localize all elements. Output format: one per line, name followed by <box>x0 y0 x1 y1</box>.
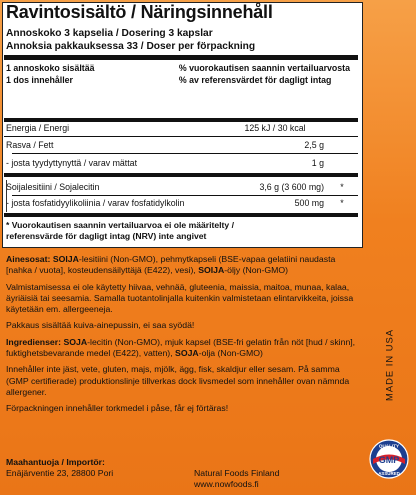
ingredients-label-sv: Ingredienser: <box>6 336 62 347</box>
website-link: www.nowfoods.fi <box>194 479 259 489</box>
nutrient-amount: 3,6 g (3 600 mg) <box>259 182 324 192</box>
amount-per-serving-fi: 1 annoskoko sisältää <box>6 63 95 73</box>
allergen-soy: SOIJA <box>52 254 79 264</box>
daily-value-footnote <box>6 220 356 242</box>
nutrient-name: - josta fosfatidyylikoliinia / varav fosfatidylkolin <box>6 198 185 208</box>
made-in-usa-text <box>379 300 399 430</box>
divider-thin <box>12 153 358 154</box>
nutrient-row-energy <box>6 120 356 136</box>
divider-thick <box>4 213 358 217</box>
nutrient-amount: 500 mg <box>294 198 324 208</box>
serving-info <box>6 27 358 53</box>
manufacturing-note-sv: Innehåller inte jäst, vete, gluten, majs, mjölk, ägg, fisk, skaldjur eller sesam. På samma (GMP certifierade) produktionslinje tillverkas dock livsmedel som innehåller ovan nämnda allergener. <box>6 364 350 397</box>
divider-thick <box>4 173 358 177</box>
allergen-soy: SOIJA <box>198 265 225 276</box>
footnote-sv: referensvärde för dagligt intag (NRV) inte angivet <box>6 231 207 241</box>
nutrient-name: Rasva / Fett <box>6 140 54 150</box>
footnote-fi: * Vuorokautisen saannin vertailuarvoa ei ole määritelty / <box>6 220 234 230</box>
seal-mid-text: GMP <box>378 455 400 465</box>
nutrient-row-soy-lecithin <box>6 179 356 195</box>
seal-top-text: QUALITY <box>378 443 400 449</box>
seal-bottom-text: ASSURED <box>378 471 400 476</box>
product-description <box>6 254 362 420</box>
desiccant-warning-sv: Förpackningen innehåller torkmedel i påse, får ej förtäras! <box>6 403 229 414</box>
nutrient-amount: 125 kJ / 30 kcal <box>244 123 306 133</box>
desiccant-warning-fi: Pakkaus sisältää kuiva-ainepussin, ei saa syödä! <box>6 320 195 331</box>
ingredients-text: -öljy (Non-GMO) <box>224 265 288 276</box>
nutrient-amount: 2,5 g <box>304 140 324 150</box>
ingredients-fi <box>6 254 362 277</box>
nutrient-name: Soijalesitiini / Sojalecitin <box>6 182 100 192</box>
nutrient-daily-value: * <box>340 182 344 192</box>
ingredients-text: -lecitin (Non-GMO), mjuk kapsel (BSE-fri gelatin från nöt [hud / skinn], fuktighetsbevarande medel (E422), vatten), <box>6 336 356 359</box>
ingredients-text: -olja (Non-GMO) <box>198 348 263 359</box>
allergen-soy: SOJA <box>63 336 88 347</box>
ingredients-text: -lesitiini (Non-GMO), pehmytkapseli (BSE-vapaa gelatiini naudasta [nahka / vuota], kosteudensäilyttäjä (E422), vesi), <box>6 254 336 276</box>
servings-per-container: Annoksia pakkauksessa 33 / Doser per förpackning <box>6 41 256 52</box>
company-name: Natural Foods Finland <box>194 468 280 478</box>
nutrition-title: Ravintosisältö / Näringsinnehåll <box>6 2 273 22</box>
nutrient-row-saturated-fat <box>6 155 356 171</box>
ingredients-sv <box>6 337 362 360</box>
nutrient-name: - josta tyydyttynyttä / varav mättat <box>6 158 138 168</box>
nutrient-row-phosphatidylcholine <box>6 195 356 211</box>
allergen-soy: SOJA <box>175 348 199 359</box>
gmp-quality-seal-icon <box>369 439 409 479</box>
row-group-bracket <box>6 180 7 212</box>
nutrient-amount: 1 g <box>311 158 324 168</box>
nutrient-name: Energia / Energi <box>6 123 70 133</box>
daily-value-header-sv: % av referensvärdet för dagligt intag <box>178 75 332 85</box>
importer-label: Maahantuoja / Importör: <box>6 457 105 467</box>
ingredients-label-fi: Ainesosat: <box>6 254 51 264</box>
nutrient-row-fat <box>6 137 356 153</box>
amount-per-serving-sv: 1 dos innehåller <box>6 75 73 85</box>
importer-address: Enäjärventie 23, 28800 Pori <box>6 468 114 478</box>
nutrient-daily-value: * <box>340 198 344 208</box>
manufacturing-note-fi: Valmistamisessa ei ole käytetty hiivaa, vehnää, gluteenia, maissia, maitoa, munaa, kalaa, äyriäisiä tai seesamia. Samalla tuotantolinjalla kuitenkin valmistetaan elintarvikkeita, joissa käytetään em. allergeeneja. <box>6 281 354 315</box>
serving-size: Annoskoko 3 kapselia / Dosering 3 kapslar <box>6 28 213 39</box>
made-in-label: MADE IN USA <box>383 329 395 401</box>
daily-value-header-fi: % vuorokautisen saannin vertailuarvosta <box>178 63 350 73</box>
divider-thick <box>4 55 358 60</box>
